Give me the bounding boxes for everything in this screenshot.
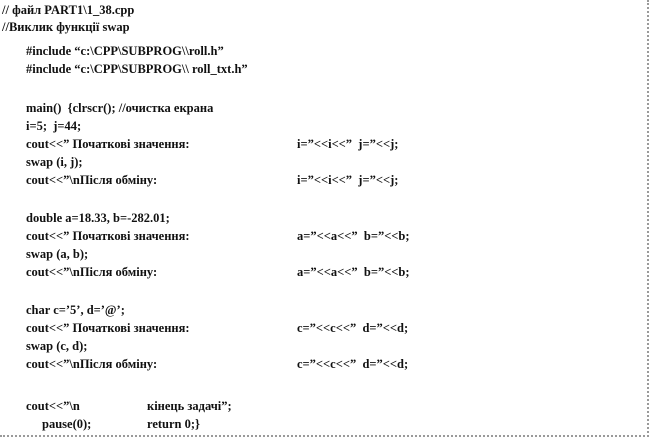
code-line-cout-end: cout<<”\n xyxy=(26,399,80,413)
code-line-main: main() {clrscr(); //очистка екрана xyxy=(26,101,214,115)
code-line-int-init: i=5; j=44; xyxy=(26,119,82,133)
code-line-cout-initial-int-values: i=”<<i<<” j=”<<j; xyxy=(297,137,399,151)
code-line-file-comment: // файл PART1\1_38.cpp xyxy=(2,3,135,17)
code-line-cout-initial-double-values: a=”<<a<<” b=”<<b; xyxy=(297,229,410,243)
code-line-cout-initial-char-values: c=”<<c<<” d=”<<d; xyxy=(297,321,409,335)
code-line-swap-char: swap (c, d); xyxy=(26,339,88,353)
code-line-cout-after-int: cout<<”\nПісля обміну: xyxy=(26,173,158,187)
code-line-call-comment: //Виклик функції swap xyxy=(2,20,130,34)
code-line-cout-after-double-values: a=”<<a<<” b=”<<b; xyxy=(297,265,410,279)
code-line-include-roll-txt: #include “c:\CPP\SUBPROG\\ roll_txt.h” xyxy=(26,62,248,76)
code-line-cout-end-text: кінець задачі”; xyxy=(147,399,232,413)
code-line-swap-int: swap (i, j); xyxy=(26,155,83,169)
code-line-double-init: double a=18.33, b=-282.01; xyxy=(26,211,170,225)
code-line-cout-after-int-values: i=”<<i<<” j=”<<j; xyxy=(297,173,399,187)
code-line-cout-after-double: cout<<”\nПісля обміну: xyxy=(26,265,158,279)
code-line-pause: pause(0); xyxy=(42,417,92,431)
code-line-cout-initial-int: cout<<” Початкові значення: xyxy=(26,137,190,151)
code-line-cout-initial-char: cout<<” Початкові значення: xyxy=(26,321,190,335)
code-line-return: return 0;} xyxy=(147,417,200,431)
code-line-char-init: char c=’5’, d=’@’; xyxy=(26,303,125,317)
code-line-cout-after-char-values: c=”<<c<<” d=”<<d; xyxy=(297,357,409,371)
code-line-include-roll: #include “c:\CPP\SUBPROG\\roll.h” xyxy=(26,44,224,58)
code-line-cout-after-char: cout<<”\nПісля обміну: xyxy=(26,357,158,371)
code-line-cout-initial-double: cout<<” Початкові значення: xyxy=(26,229,190,243)
code-line-swap-double: swap (a, b); xyxy=(26,247,89,261)
